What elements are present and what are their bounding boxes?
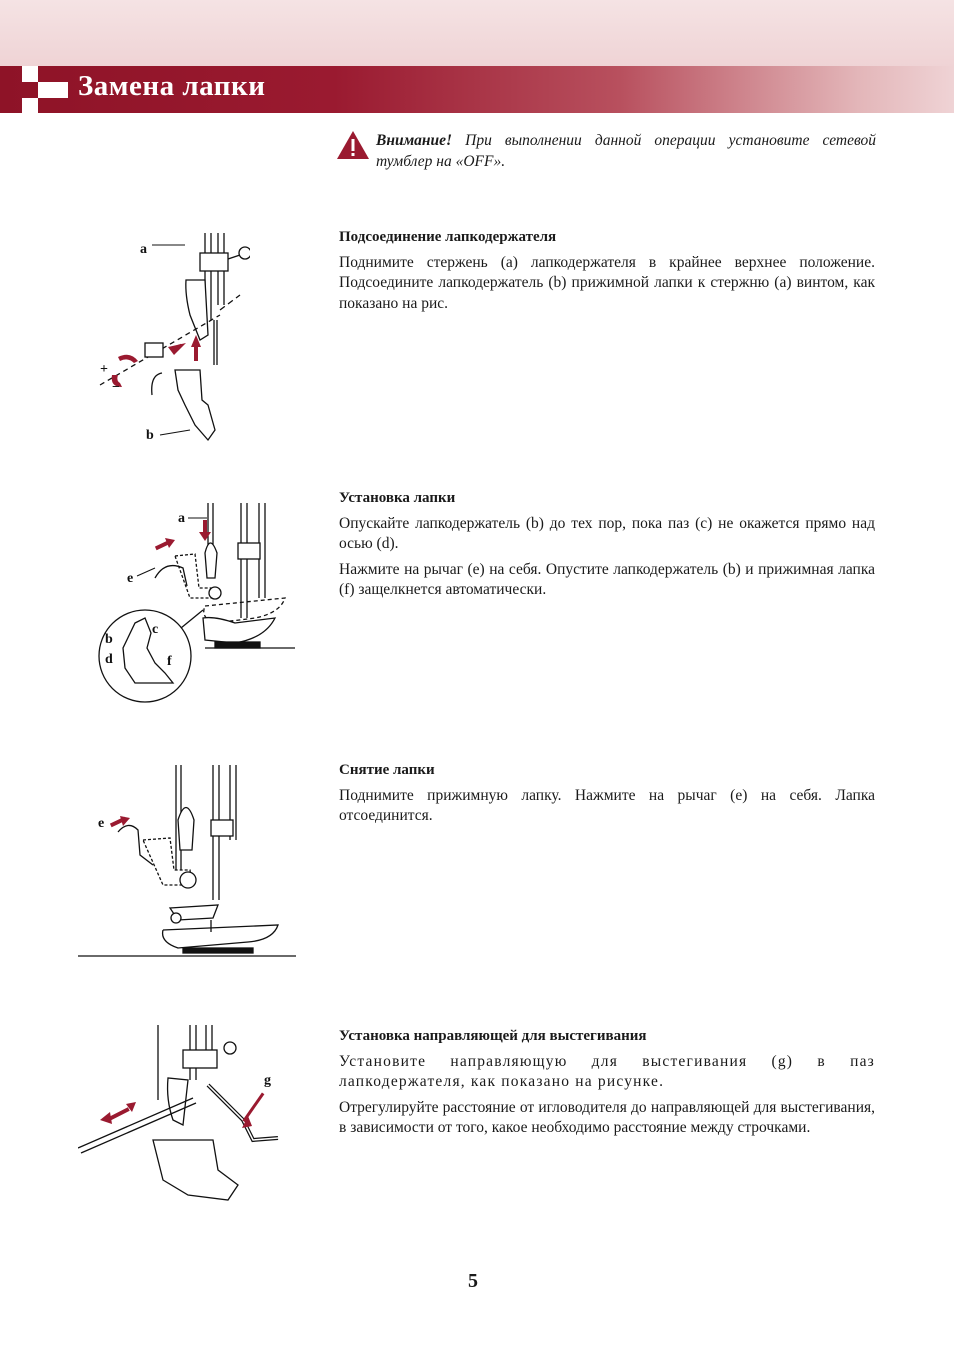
section-paragraph: Отрегулируйте расстояние от игловодителя до направляющей для выстегивания, в зависимости от того, какое необходимо расстояние между строчками. — [339, 1098, 875, 1136]
section-paragraph: Нажмите на рычаг (e) на себя. Опустите лапкодержатель (b) и прижимная лапка (f) защелкнется автоматически. — [339, 560, 875, 598]
header-square-decoration — [22, 98, 38, 113]
section-quilting-guide — [339, 1026, 875, 1144]
page-title: Замена лапки — [78, 70, 266, 102]
header-square-decoration — [54, 82, 68, 98]
header-top-band — [0, 0, 954, 66]
fig2-label-b: b — [105, 632, 113, 647]
section-heading: Снятие лапки — [339, 762, 435, 778]
figure-foot-holder-attach — [90, 225, 250, 455]
fig4-label-g: g — [264, 1073, 271, 1088]
warning-message: При выполнении данной операции установите сетевой тумблер на «OFF». — [376, 132, 876, 170]
fig2-label-d: d — [105, 652, 113, 667]
section-foot-removal — [339, 760, 875, 832]
section-heading: Установка лапки — [339, 490, 456, 506]
page-number: 5 — [468, 1270, 478, 1292]
section-foot-install — [339, 488, 875, 606]
section-paragraph: Поднимите прижимную лапку. Нажмите на рычаг (e) на себя. Лапка отсоединится. — [339, 786, 875, 824]
fig2-label-a: a — [178, 511, 185, 526]
section-paragraph: Поднимите стержень (a) лапкодержателя в крайнее верхнее положение. Подсоедините лапкодержатель (b) прижимной лапки к стержню (a) винтом, как показано на рис. — [339, 253, 875, 312]
section-holder-attach — [339, 227, 875, 319]
warning-text — [376, 130, 876, 172]
section-heading: Установка направляющей для выстегивания — [339, 1028, 647, 1044]
fig1-plus: + — [100, 362, 108, 377]
fig2-label-f: f — [167, 654, 172, 669]
fig2-label-c: c — [152, 622, 159, 637]
section-heading: Подсоединение лапкодержателя — [339, 229, 557, 245]
warning-icon — [336, 130, 370, 160]
section-paragraph: Опускайте лапкодержатель (b) до тех пор, пока паз (c) не окажется прямо над осью (d). — [339, 514, 875, 552]
warning-label: Внимание! — [376, 132, 453, 149]
fig3-label-e: e — [98, 816, 105, 831]
fig2-label-e: e — [127, 571, 134, 586]
figure-foot-install — [95, 498, 295, 703]
figure-foot-removal — [78, 760, 296, 960]
fig1-label-b: b — [146, 428, 154, 443]
section-paragraph: Установите направляющую для выстегивания (g) в паз лапкодержателя, как показано на рисунке. — [339, 1052, 875, 1090]
fig1-minus: − — [112, 380, 120, 395]
fig1-label-a: a — [140, 242, 147, 257]
header-square-decoration — [22, 66, 38, 82]
figure-quilting-guide — [78, 1020, 288, 1210]
header-square-decoration — [38, 82, 54, 98]
